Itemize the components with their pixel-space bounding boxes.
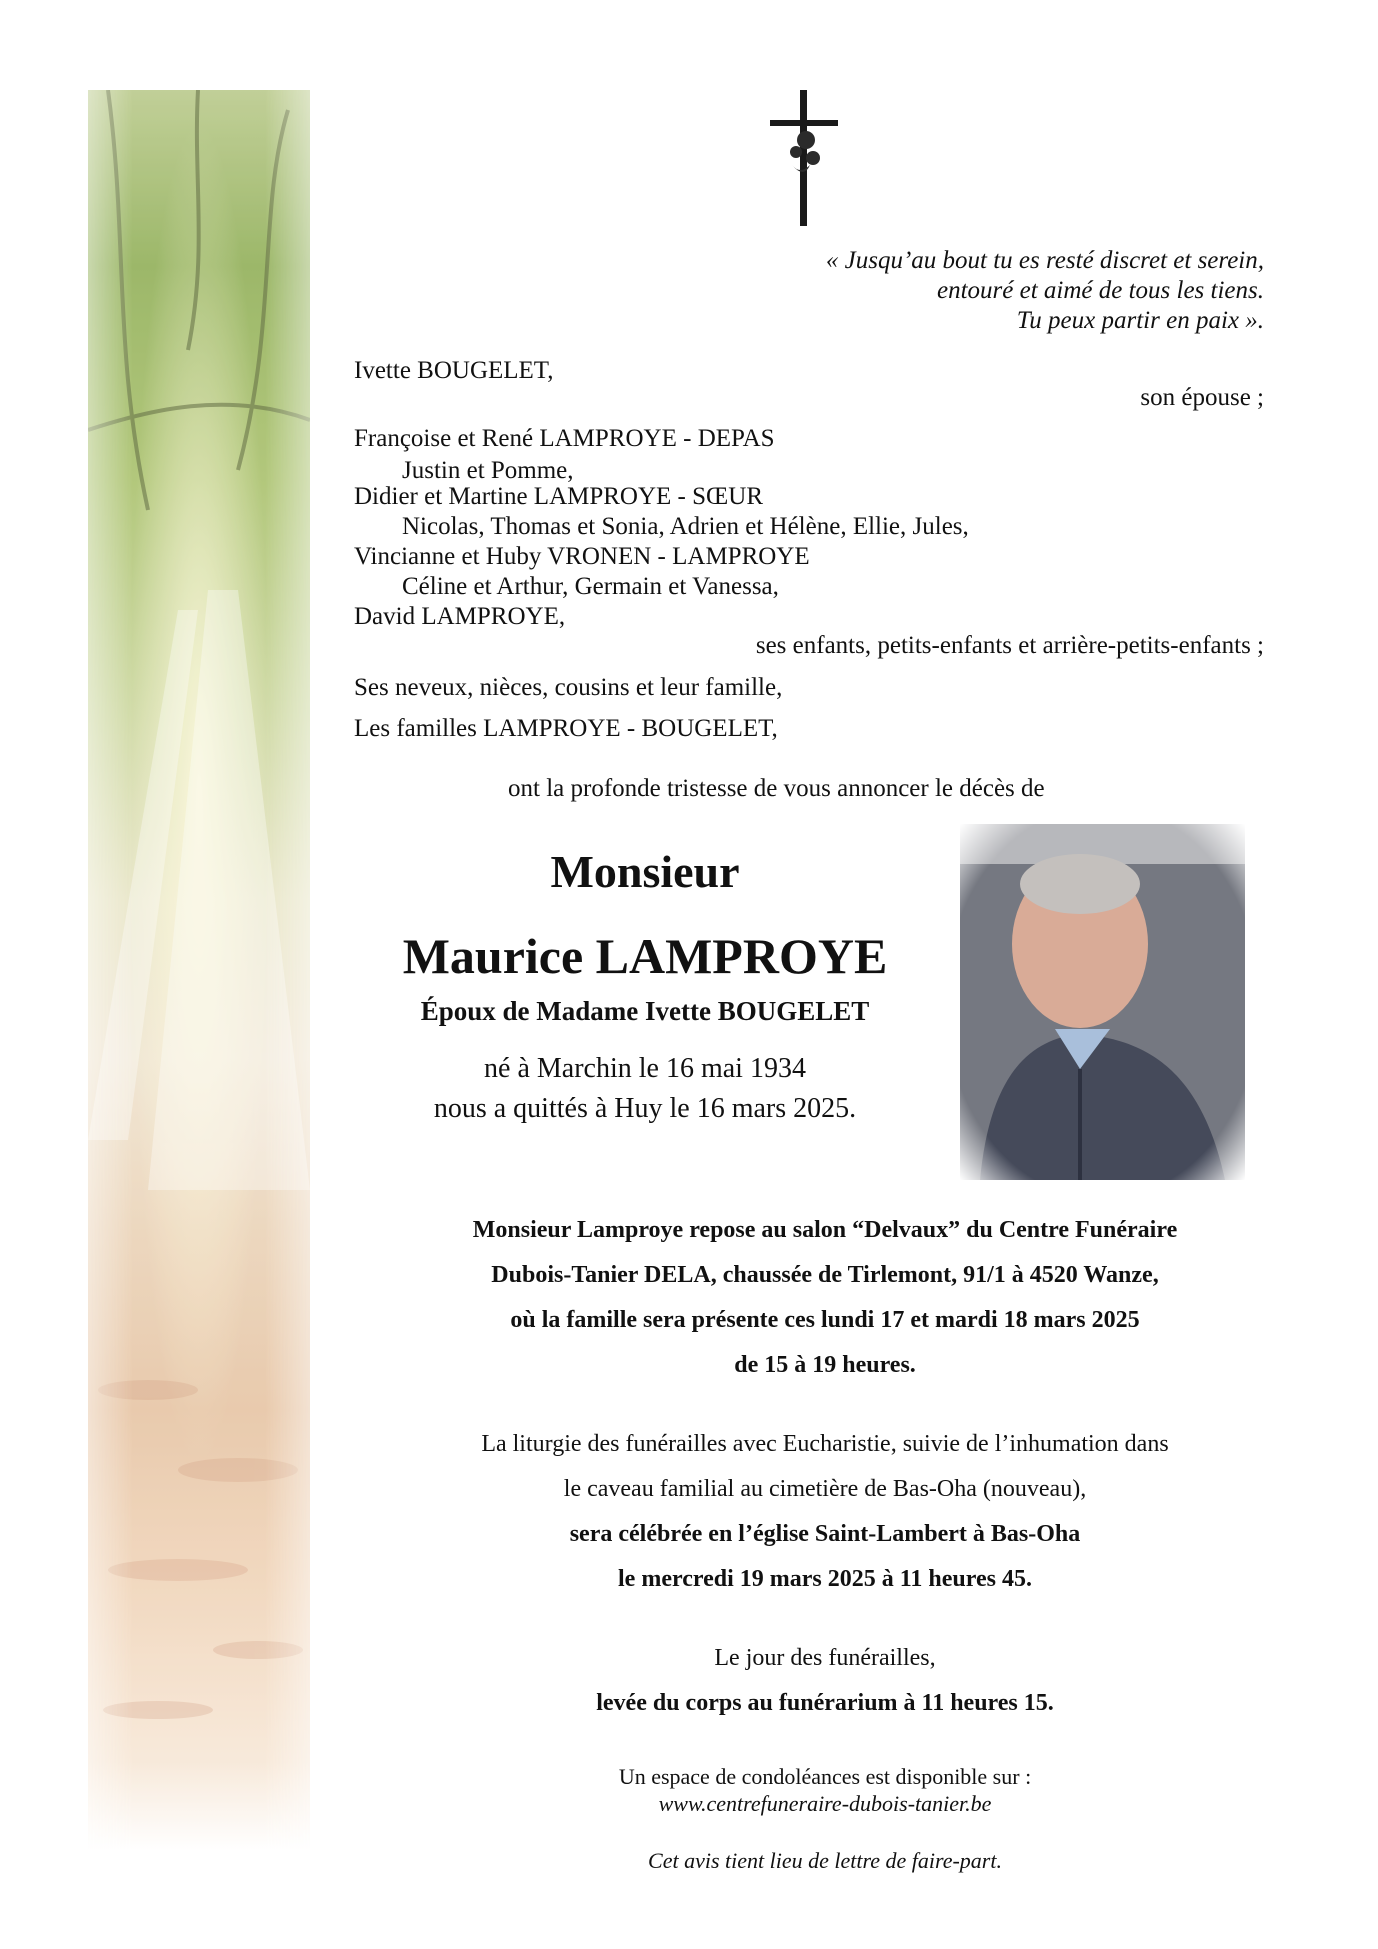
deceased-spouse: Époux de Madame Ivette BOUGELET — [420, 996, 870, 1026]
liturgy-line: le mercredi 19 mars 2025 à 11 heures 45. — [618, 1566, 1032, 1592]
family-line: Céline et Arthur, Germain et Vanessa, — [402, 573, 779, 600]
children-role: ses enfants, petits-enfants et arrière-petits-enfants ; — [755, 632, 1264, 659]
families-line: Les familles LAMPROYE - BOUGELET, — [354, 715, 778, 742]
family-line: Vincianne et Huby VRONEN - LAMPROYE — [354, 543, 810, 570]
liturgy-line: sera célébrée en l’église Saint-Lambert à Bas-Oha — [569, 1521, 1081, 1547]
liturgy-line: le caveau familial au cimetière de Bas-Oha (nouveau), — [563, 1476, 1087, 1502]
visitation-line: Dubois-Tanier DELA, chaussée de Tirlemont, 91/1 à 4520 Wanze, — [491, 1262, 1159, 1288]
announcement: ont la profonde tristesse de vous annoncer le décès de — [508, 775, 1045, 802]
quote-line: Tu peux partir en paix ». — [1016, 307, 1264, 334]
deceased-title: Monsieur — [550, 846, 740, 897]
family-line: Nicolas, Thomas et Sonia, Adrien et Hélène, Ellie, Jules, — [402, 513, 969, 540]
deceased-photo — [960, 824, 1245, 1180]
condolences-text: Un espace de condoléances est disponible sur : — [618, 1764, 1032, 1789]
quote-line: « Jusqu’au bout tu es resté discret et serein, — [825, 247, 1264, 274]
footer-note: Cet avis tient lieu de lettre de faire-part. — [648, 1848, 1002, 1873]
family-line: Justin et Pomme, — [402, 457, 574, 484]
deceased-born: né à Marchin le 16 mai 1934 — [484, 1053, 806, 1084]
relatives-line: Ses neveux, nièces, cousins et leur famille, — [354, 674, 783, 701]
funeral-day-line: Le jour des funérailles, — [714, 1645, 936, 1671]
family-line: David LAMPROYE, — [354, 603, 566, 630]
liturgy-line: La liturgie des funérailles avec Eucharistie, suivie de l’inhumation dans — [481, 1431, 1169, 1457]
cross-with-rose-icon — [766, 90, 842, 226]
deceased-died: nous a quittés à Huy le 16 mars 2025. — [433, 1093, 857, 1124]
deceased-name: Maurice LAMPROYE — [402, 928, 888, 984]
funeral-day-line: levée du corps au funérarium à 11 heures 15. — [596, 1690, 1054, 1716]
quote-line: entouré et aimé de tous les tiens. — [936, 277, 1264, 304]
visitation-line: Monsieur Lamproye repose au salon “Delvaux” du Centre Funéraire — [472, 1217, 1178, 1243]
spouse-name: Ivette BOUGELET, — [354, 357, 554, 384]
forest-path-image — [88, 90, 310, 1850]
spouse-role: son épouse ; — [1140, 384, 1264, 411]
condolences-url[interactable]: www.centrefuneraire-dubois-tanier.be — [658, 1791, 992, 1816]
visitation-line: de 15 à 19 heures. — [734, 1352, 916, 1378]
visitation-line: où la famille sera présente ces lundi 17 et mardi 18 mars 2025 — [510, 1307, 1140, 1333]
family-line: Françoise et René LAMPROYE - DEPAS — [354, 425, 775, 452]
family-line: Didier et Martine LAMPROYE - SŒUR — [354, 483, 763, 510]
